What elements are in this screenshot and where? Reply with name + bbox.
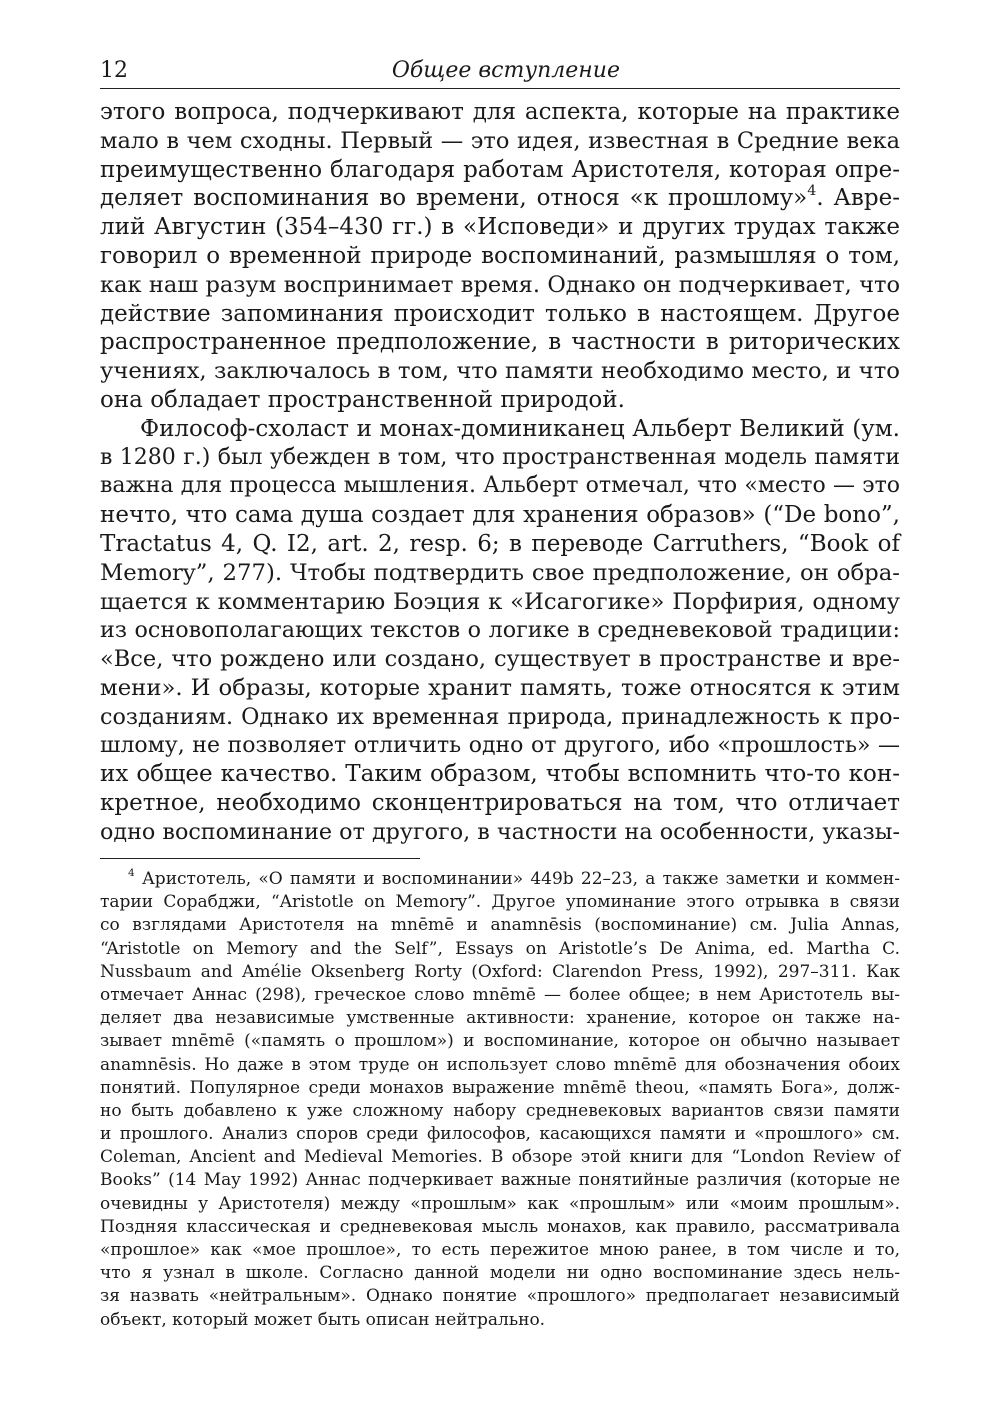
text-line: шлому, не позволяет отличить одно от другого, ибо «прошлость» — — [100, 732, 900, 758]
footnote-marker: 4 — [128, 867, 135, 880]
text-line: Memory”, 277). Чтобы подтвердить свое предположение, он обра- — [100, 559, 900, 586]
footnote-line: Поздняя классическая и средневековая мысль монахов, как правило, рассматривала — [100, 1216, 900, 1237]
text-line: лий Августин (354–430 гг.) в «Исповеди» и других трудах также — [100, 214, 900, 241]
footnote-text: Аристотель, «О памяти и воспоминании» 449b 22–23, а также заметки и коммен- — [141, 869, 901, 889]
footnote-line: очевидны у Аристотеля) между «прошлым» как «прошлым» или «моим прошлым». — [100, 1193, 900, 1214]
footnote-line: anamnēsis. Но даже в этом труде он использует слово mnēmē для обозначения обоих — [100, 1054, 900, 1075]
footnote-line: но быть добавлено к уже сложному набору средневековых вариантов связи памяти — [100, 1100, 900, 1121]
footnote-line: со взглядами Аристотеля на mnēmē и anamnēsis (воспоминание) см. Julia Annas, — [100, 915, 900, 936]
footnote-line: понятий. Популярное среди монахов выражение mnēmē theou, «память Бога», долж- — [100, 1077, 900, 1098]
text-line: их общее качество. Таким образом, чтобы вспомнить что-то кон- — [100, 761, 900, 788]
main-text — [100, 98, 900, 847]
text-line: созданиям. Однако их временная природа, принадлежность к про- — [100, 703, 900, 730]
footnote-separator — [100, 858, 420, 859]
text-line: действие запоминания происходит только в настоящем. Другое — [100, 300, 900, 327]
text-line: распространенное предположение, в частности в риторических — [100, 329, 900, 356]
page-number: 12 — [100, 58, 128, 83]
text-line: Tractatus 4, Q. I2, art. 2, resp. 6; в переводе Carruthers, “Book of — [100, 530, 900, 557]
text-line: нечто, что сама душа создает для хранения образов» (“De bono”, — [100, 502, 900, 529]
footnote-line: что я узнал в школе. Согласно данной модели ни одно воспоминание здесь нель- — [100, 1263, 900, 1284]
text-line: мени». И образы, которые хранит память, тоже относятся к этим — [100, 674, 900, 701]
text-line: в 1280 г.) был убежден в том, что пространственная модель памяти — [100, 444, 900, 470]
text-line: важна для процесса мышления. Альберт отмечал, что «место — это — [100, 473, 900, 499]
text-line: Философ-схоласт и монах-доминиканец Альберт Великий (ум. — [140, 415, 900, 442]
footnote-line: Coleman, Ancient and Medieval Memories. В обзоре этой книги для “London Review of — [100, 1147, 900, 1168]
footnote-line: и прошлого. Анализ споров среди философов, касающихся памяти и «прошлого» см. — [100, 1124, 900, 1145]
text-line: одно воспоминание от другого, в частности на особенности, указы- — [100, 818, 900, 845]
text-line: преимущественно благодаря работам Аристотеля, которая опре- — [100, 156, 900, 183]
text-line: учениях, заключалось в том, что памяти необходимо место, и что — [100, 358, 900, 385]
footnote-line: тарии Сорабджи, “Aristotle on Memory”. Другое упоминание этого отрывка в связи — [100, 892, 900, 913]
footnote-line: отмечает Аннас (298), греческое слово mnēmē — более общее; в нем Аристотель вы- — [100, 984, 900, 1005]
running-header — [100, 54, 900, 89]
footnote-line: «прошлое» как «мое прошлое», то есть пережитое мною ранее, в том числе и то, — [100, 1240, 900, 1260]
text-line: щается к комментарию Боэция к «Исагогике» Порфирия, одному — [100, 588, 900, 615]
running-title: Общее вступление — [391, 58, 620, 83]
footnote-line — [100, 868, 900, 891]
footnote-line: Nussbaum and Amélie Oksenberg Rorty (Oxford: Clarendon Press, 1992), 297–311. Как — [100, 961, 900, 982]
text-line: этого вопроса, подчеркивают для аспекта, которые на практике — [100, 99, 900, 125]
text-line: из основополагающих текстов о логике в средневековой традиции: — [100, 617, 900, 644]
text-line — [100, 184, 900, 213]
footnote-line: Books” (14 May 1992) Аннас подчеркивает важные понятийные различия (которые не — [100, 1170, 900, 1191]
footnote-line: “Aristotle on Memory and the Self”, Essays on Aristotle’s De Anima, ed. Martha C. — [100, 938, 900, 959]
footnote-line: деляет два независимые умственные активности: хранение, которое он также на- — [100, 1008, 900, 1029]
text-line: мало в чем сходны. Первый — это идея, известная в Средние века — [100, 127, 900, 154]
footnote-line: объект, который может быть описан нейтрально. — [100, 1309, 546, 1330]
text-line: «Все, что рождено или создано, существует в пространстве и вре- — [100, 646, 900, 673]
text-line: как наш разум воспринимает время. Однако он подчеркивает, что — [100, 271, 900, 298]
footnote-reference[interactable]: 4 — [807, 183, 817, 200]
footnote-line: зя назвать «нейтральным». Однако понятие «прошлого» предполагает независимый — [100, 1286, 900, 1307]
text-segment: деляет воспоминания во времени, относя «к прошлому» — [100, 185, 808, 212]
text-line: она обладает пространственной природой. — [100, 386, 625, 413]
text-segment: . Авре- — [816, 185, 900, 212]
footnote-line: зывает mnēmē («память о прошлом») и воспоминание, которое он обычно называет — [100, 1031, 900, 1052]
text-line: говорил о временной природе воспоминаний, размышляя о том, — [100, 242, 900, 269]
text-line: кретное, необходимо сконцентрироваться на том, что отличает — [100, 790, 900, 817]
footnote — [100, 868, 900, 1332]
